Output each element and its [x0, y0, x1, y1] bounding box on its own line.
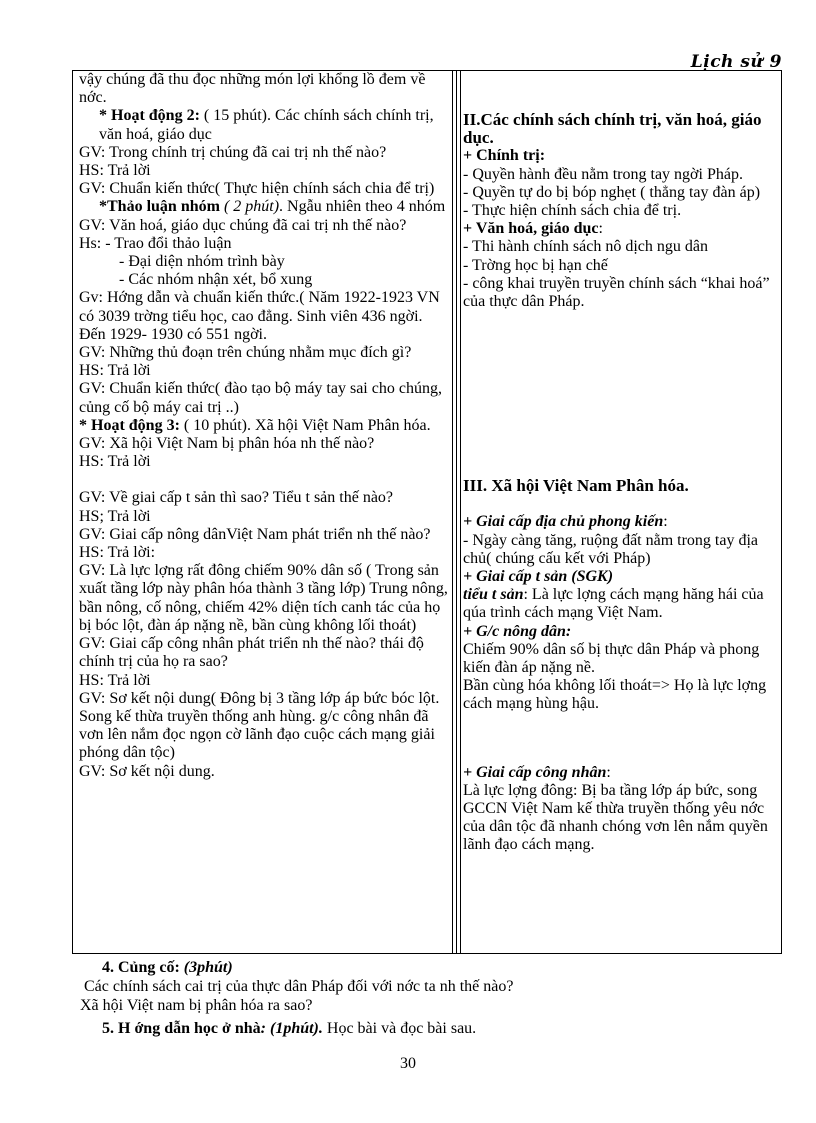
page-number: 30: [400, 1055, 416, 1072]
homework-line: [80, 1019, 780, 1038]
culture-education-label: + Văn hoá, giáo dục: [463, 220, 599, 238]
section-2-title: II.Các chính sách chính trị, văn hoá, giáo dục.: [463, 110, 762, 148]
homework-text: Học bài và đọc bài sau.: [322, 1020, 477, 1037]
worker-text: Là lực lợng đông: Bị ba tầng lớp áp bức, song GCCN Việt Nam kế thừa truyền thống yêu nớc của dân tộc đã nhanh chóng vơn lên nắm quyền lãnh đạo cách mạng.: [463, 781, 768, 854]
landlord-label: + Giai cấp địa chủ phong kiến: [463, 513, 664, 531]
text-line: Gv: Hớng dẫn và chuẩn kiến thức.( Năm 1922-1923 VN có 3039 trờng tiểu học, cao đẳng. Sinh viên 436 ngời. Đến 1929- 1930 có 551 ngời.: [79, 289, 440, 343]
activity-2-label: * Hoạt động 2:: [99, 107, 200, 125]
culture-item: - Thi hành chính sách nô dịch ngu dân: [463, 238, 708, 256]
worker-label: + Giai cấp công nhân: [463, 763, 607, 781]
peasant-text: Bần cùng hóa không lối thoát=> Họ là lực lợng cách mạng hùng hậu.: [463, 677, 767, 713]
text-line: GV: Sơ kết nội dung( Đông bị 3 tầng lớp áp bức bóc lột. Song kế thừa truyền thống anh hùng. g/c công nhân đã vơn lên nắm đọc ngọn cờ lãnh đạo cuộc cách mạng giải phóng dân tộc): [79, 689, 440, 762]
group-discussion-text: . Ngẫu nhiên theo 4 nhóm: [279, 198, 446, 216]
text-line: GV: Về giai cấp t sản thì sao? Tiểu t sản thế nào?: [79, 489, 394, 507]
teacher-activity-column: [73, 71, 457, 954]
politics-item: - Quyền hành đều nằm trong tay ngời Pháp.: [463, 165, 743, 183]
group-discussion-heading: [79, 198, 450, 216]
text-line: GV: Văn hoá, giáo dục chúng đã cai trị nh thế nào?: [79, 216, 407, 234]
peasant-text: Chiếm 90% dân số bị thực dân Pháp và phong kiến đàn áp nặng nề.: [463, 640, 760, 677]
review-question: Xã hội Việt nam bị phân hóa ra sao?: [80, 997, 313, 1014]
homework-label: 5. H ớng dẫn học ở nhà: [102, 1020, 261, 1037]
text-line: HS; Trả lời: [79, 507, 151, 525]
culture-item: - Trờng học bị hạn chế: [463, 256, 608, 274]
activity-2-heading: [79, 107, 450, 143]
text-line: GV: Giai cấp nông dânViệt Nam phát triển nh thế nào?: [79, 525, 431, 543]
text-line: HS: Trả lời: [79, 671, 151, 689]
petty-bourgeoisie-text: : Là lực lợng cách mạng hăng hái của qúa trình cách mạng Việt Nam.: [463, 586, 764, 622]
group-discussion-label: *Thảo luận nhóm: [99, 198, 220, 216]
worker-colon: :: [606, 763, 611, 781]
text-line: HS: Trả lời: [79, 362, 151, 380]
text-line: - Các nhóm nhận xét, bổ xung: [119, 271, 313, 289]
politics-heading: + Chính trị:: [463, 147, 546, 165]
culture-education-heading: [463, 220, 775, 238]
text-line: GV: Là lực lợng rất đông chiếm 90% dân số ( Trong sản xuất tầng lớp này phân hóa thành 3 tầng lớp) Trung nông, bần nông, cố nông, chiếm 42% diện tích canh tác của họ bị bóc lột, đàn áp nặng nề, bần cùng không lối thoát): [79, 562, 448, 634]
page-header-subject: Lịch sử 9: [690, 52, 782, 72]
review-question: Các chính sách cai trị của thực dân Pháp đối với nớc ta nh thế nào?: [84, 978, 514, 995]
text-line: GV: Những thủ đoạn trên chúng nhằm mục đích gì?: [79, 344, 412, 362]
activity-2-text: ( 15 phút). Các chính sách chính trị, văn hoá, giáo dục: [99, 107, 434, 143]
text-line: - Đại diện nhóm trình bày: [119, 253, 285, 271]
text-line: GV: Giai cấp công nhân phát triển nh thế nào? thái độ chính trị của họ ra sao?: [79, 635, 424, 671]
content-column: [457, 71, 782, 954]
landlord-heading: [463, 513, 775, 531]
peasant-heading: + G/c nông dân:: [463, 622, 572, 640]
politics-item: - Thực hiện chính sách chia để trị.: [463, 202, 682, 220]
lesson-table: [72, 70, 782, 954]
petty-bourgeoisie: [463, 586, 775, 622]
text-line: GV: Sơ kết nội dung.: [79, 762, 215, 780]
petty-bourgeoisie-label: tiểu t sản: [463, 586, 524, 604]
culture-item: - công khai truyền truyền chính sách “khai hoá” của thực dân Pháp.: [463, 274, 770, 311]
section-3-title: III. Xã hội Việt Nam Phân hóa.: [463, 476, 689, 496]
text-line: GV: Xã hội Việt Nam bị phân hóa nh thế nào?: [79, 435, 375, 453]
text-line: GV: Trong chính trị chúng đã cai trị nh thế nào?: [79, 143, 387, 161]
homework-time: : (1phút).: [260, 1020, 323, 1037]
consolidation-label: 4. Củng cố:: [102, 959, 184, 976]
consolidation-heading: [80, 958, 780, 977]
text-line: vậy chúng đã thu đọc những món lợi khổng lồ đem về nớc.: [79, 71, 426, 107]
activity-3-text: ( 10 phút). Xã hội Việt Nam Phân hóa.: [179, 416, 431, 434]
activity-3-heading: [79, 417, 450, 435]
lesson-footer: [80, 958, 780, 1038]
text-line: HS: Trả lời: [79, 162, 151, 180]
text-line: HS: Trả lời: [79, 453, 151, 471]
bourgeoisie-heading: + Giai cấp t sản (SGK): [463, 568, 614, 586]
politics-item: - Quyền tự do bị bóp nghẹt ( thẳng tay đàn áp): [463, 183, 761, 201]
worker-heading: [463, 764, 775, 782]
text-line: GV: Chuẩn kiến thức( Thực hiện chính sách chia để trị): [79, 180, 435, 198]
group-discussion-time: ( 2 phút): [219, 198, 280, 216]
consolidation-time: (3phút): [183, 959, 233, 976]
landlord-text: - Ngày càng tăng, ruộng đất nằm trong tay địa chủ( chúng cấu kết với Pháp): [463, 531, 759, 567]
landlord-colon: :: [663, 513, 668, 531]
text-line: GV: Chuẩn kiến thức( đào tạo bộ máy tay sai cho chúng, củng cố bộ máy cai trị ..): [79, 380, 442, 416]
activity-3-label: * Hoạt động 3:: [79, 416, 180, 434]
culture-education-colon: :: [598, 220, 603, 238]
text-line: HS: Trả lời:: [79, 544, 156, 562]
text-line: Hs: - Trao đổi thảo luận: [79, 234, 232, 252]
